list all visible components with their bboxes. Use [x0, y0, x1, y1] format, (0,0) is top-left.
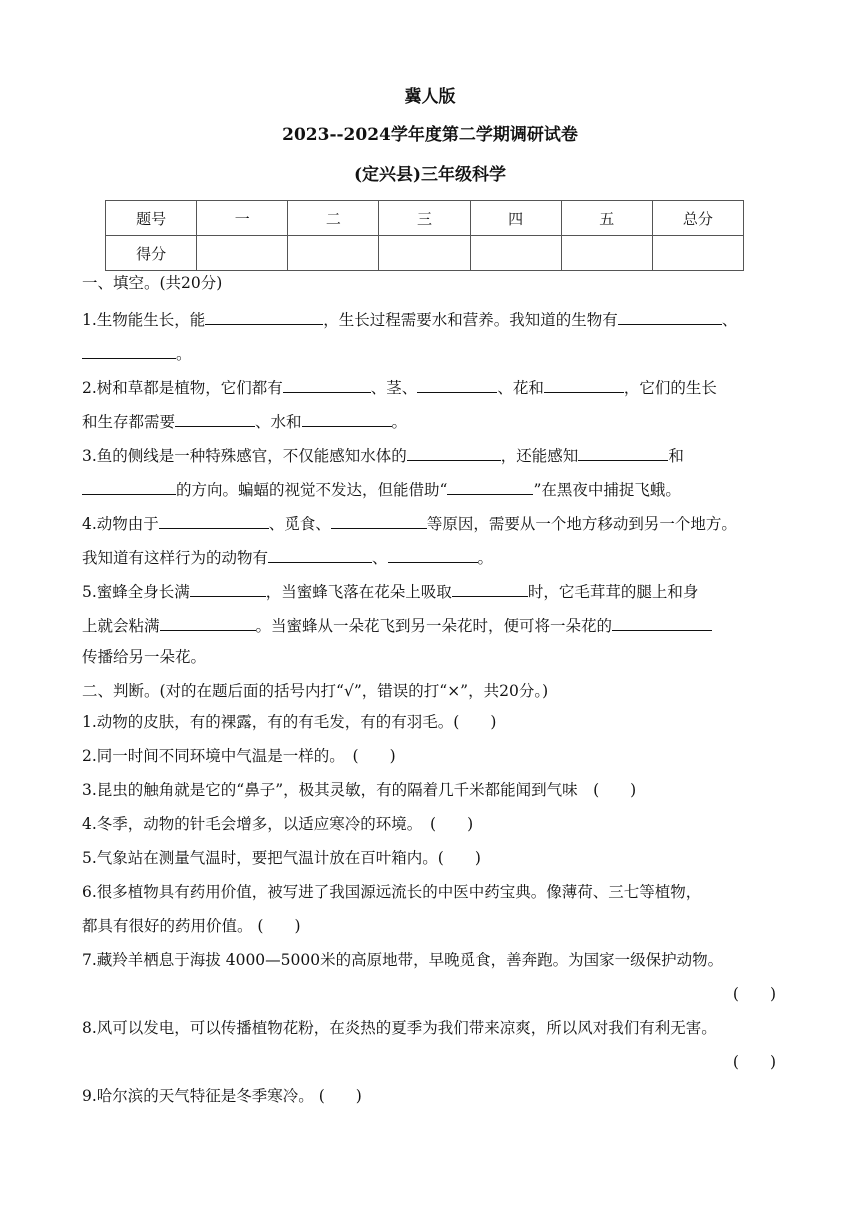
answer-blank[interactable] — [302, 408, 392, 427]
exam-subtitle: (定兴县)三年级科学 — [353, 165, 507, 185]
question-line: 3.鱼的侧线是一种特殊感官，不仅能感知水体的 ，还能感知 和 — [82, 442, 782, 467]
judgement-item: 4.冬季，动物的针毛会增多，以适应寒冷的环境。 ( ) — [82, 815, 474, 833]
score-table-header-row — [106, 201, 744, 236]
score-cell: 三 — [379, 201, 470, 236]
judgement-item: 1.动物的皮肤，有的裸露，有的有毛发，有的有羽毛。( ) — [82, 713, 497, 731]
judgement-item: 都具有很好的药用价值。 ( ) — [82, 917, 301, 935]
judgement-item: 6.很多植物具有药用价值，被写进了我国源远流长的中医中药宝典。像薄荷、三七等植物， — [82, 883, 702, 901]
score-cell: 题号 — [106, 201, 197, 236]
score-input-cell[interactable] — [288, 236, 379, 271]
score-table — [105, 200, 744, 271]
answer-blank[interactable] — [268, 544, 372, 563]
score-cell: 五 — [561, 201, 652, 236]
answer-blank[interactable] — [190, 578, 266, 597]
question-line: 1.生物能生长，能 ，生长过程需要水和营养。我知道的生物有 、 — [82, 306, 782, 331]
answer-blank[interactable] — [612, 612, 712, 631]
question-line: 2.树和草都是植物，它们都有 、茎、 、花和 ，它们的生长 — [82, 374, 782, 399]
question-line: 传播给另一朵花。 — [82, 648, 207, 666]
question-line: 我知道有这样行为的动物有 、 。 — [82, 544, 782, 569]
answer-blank[interactable] — [578, 442, 668, 461]
answer-blank[interactable] — [82, 340, 176, 359]
answer-blank[interactable] — [283, 374, 371, 393]
score-input-cell[interactable] — [561, 236, 652, 271]
score-input-cell[interactable] — [379, 236, 470, 271]
answer-blank[interactable] — [159, 510, 269, 529]
answer-blank[interactable] — [175, 408, 255, 427]
question-line: 的方向。蝙蝠的视觉不发达，但能借助“ ”在黑夜中捕捉飞蛾。 — [82, 476, 782, 501]
judgement-item: 8.风可以发电，可以传播植物花粉，在炎热的夏季为我们带来凉爽，所以风对我们有利无害。 — [82, 1019, 717, 1037]
judgement-item: 7.藏羚羊栖息于海拔 4000—5000米的高原地带，早晚觅食，善奔跑。为国家一级保护动物。 — [82, 951, 724, 969]
score-cell: 四 — [470, 201, 561, 236]
answer-blank[interactable] — [160, 612, 256, 631]
judgement-item: 2.同一时间不同环境中气温是一样的。 ( ) — [82, 747, 396, 765]
question-line: 和生存都需要 、水和 。 — [82, 408, 782, 433]
section-heading: 一、填空。(共20分) — [82, 274, 223, 292]
answer-blank[interactable] — [331, 510, 427, 529]
score-table-score-row — [106, 236, 744, 271]
answer-blank[interactable] — [452, 578, 528, 597]
answer-blank[interactable] — [447, 476, 533, 495]
judgement-item: 5.气象站在测量气温时，要把气温计放在百叶箱内。( ) — [82, 849, 481, 867]
exam-title: 2023--2024学年度第二学期调研试卷 — [282, 125, 578, 145]
question-line: 上就会粘满 。当蜜蜂从一朵花飞到另一朵花时，便可将一朵花的 — [82, 612, 782, 637]
score-cell: 总分 — [652, 201, 743, 236]
answer-paren[interactable]: ( ) — [732, 1053, 776, 1071]
question-line: 5.蜜蜂全身长满 ，当蜜蜂飞落在花朵上吸取 时，它毛茸茸的腿上和身 — [82, 578, 782, 603]
answer-blank[interactable] — [82, 476, 176, 495]
answer-blank[interactable] — [407, 442, 501, 461]
answer-blank[interactable] — [205, 306, 323, 325]
judgement-item: 3.昆虫的触角就是它的“鼻子”，极其灵敏，有的隔着几千米都能闻到气味 ( ) — [82, 781, 637, 799]
question-line: 。 — [82, 340, 782, 365]
question-line: 4.动物由于 、觅食、 等原因，需要从一个地方移动到另一个地方。 — [82, 510, 782, 535]
answer-blank[interactable] — [417, 374, 497, 393]
score-cell: 一 — [197, 201, 288, 236]
score-cell: 二 — [288, 201, 379, 236]
answer-blank[interactable] — [388, 544, 478, 563]
score-input-cell[interactable] — [652, 236, 743, 271]
score-input-cell[interactable] — [470, 236, 561, 271]
publisher-title: 冀人版 — [404, 87, 456, 107]
answer-blank[interactable] — [618, 306, 722, 325]
score-cell: 得分 — [106, 236, 197, 271]
score-input-cell[interactable] — [197, 236, 288, 271]
answer-blank[interactable] — [544, 374, 624, 393]
judgement-item: 9.哈尔滨的天气特征是冬季寒冷。 ( ) — [82, 1087, 362, 1105]
answer-paren[interactable]: ( ) — [732, 985, 776, 1003]
section-heading: 二、判断。(对的在题后面的括号内打“√”，错误的打“×”，共20分。) — [82, 682, 549, 700]
